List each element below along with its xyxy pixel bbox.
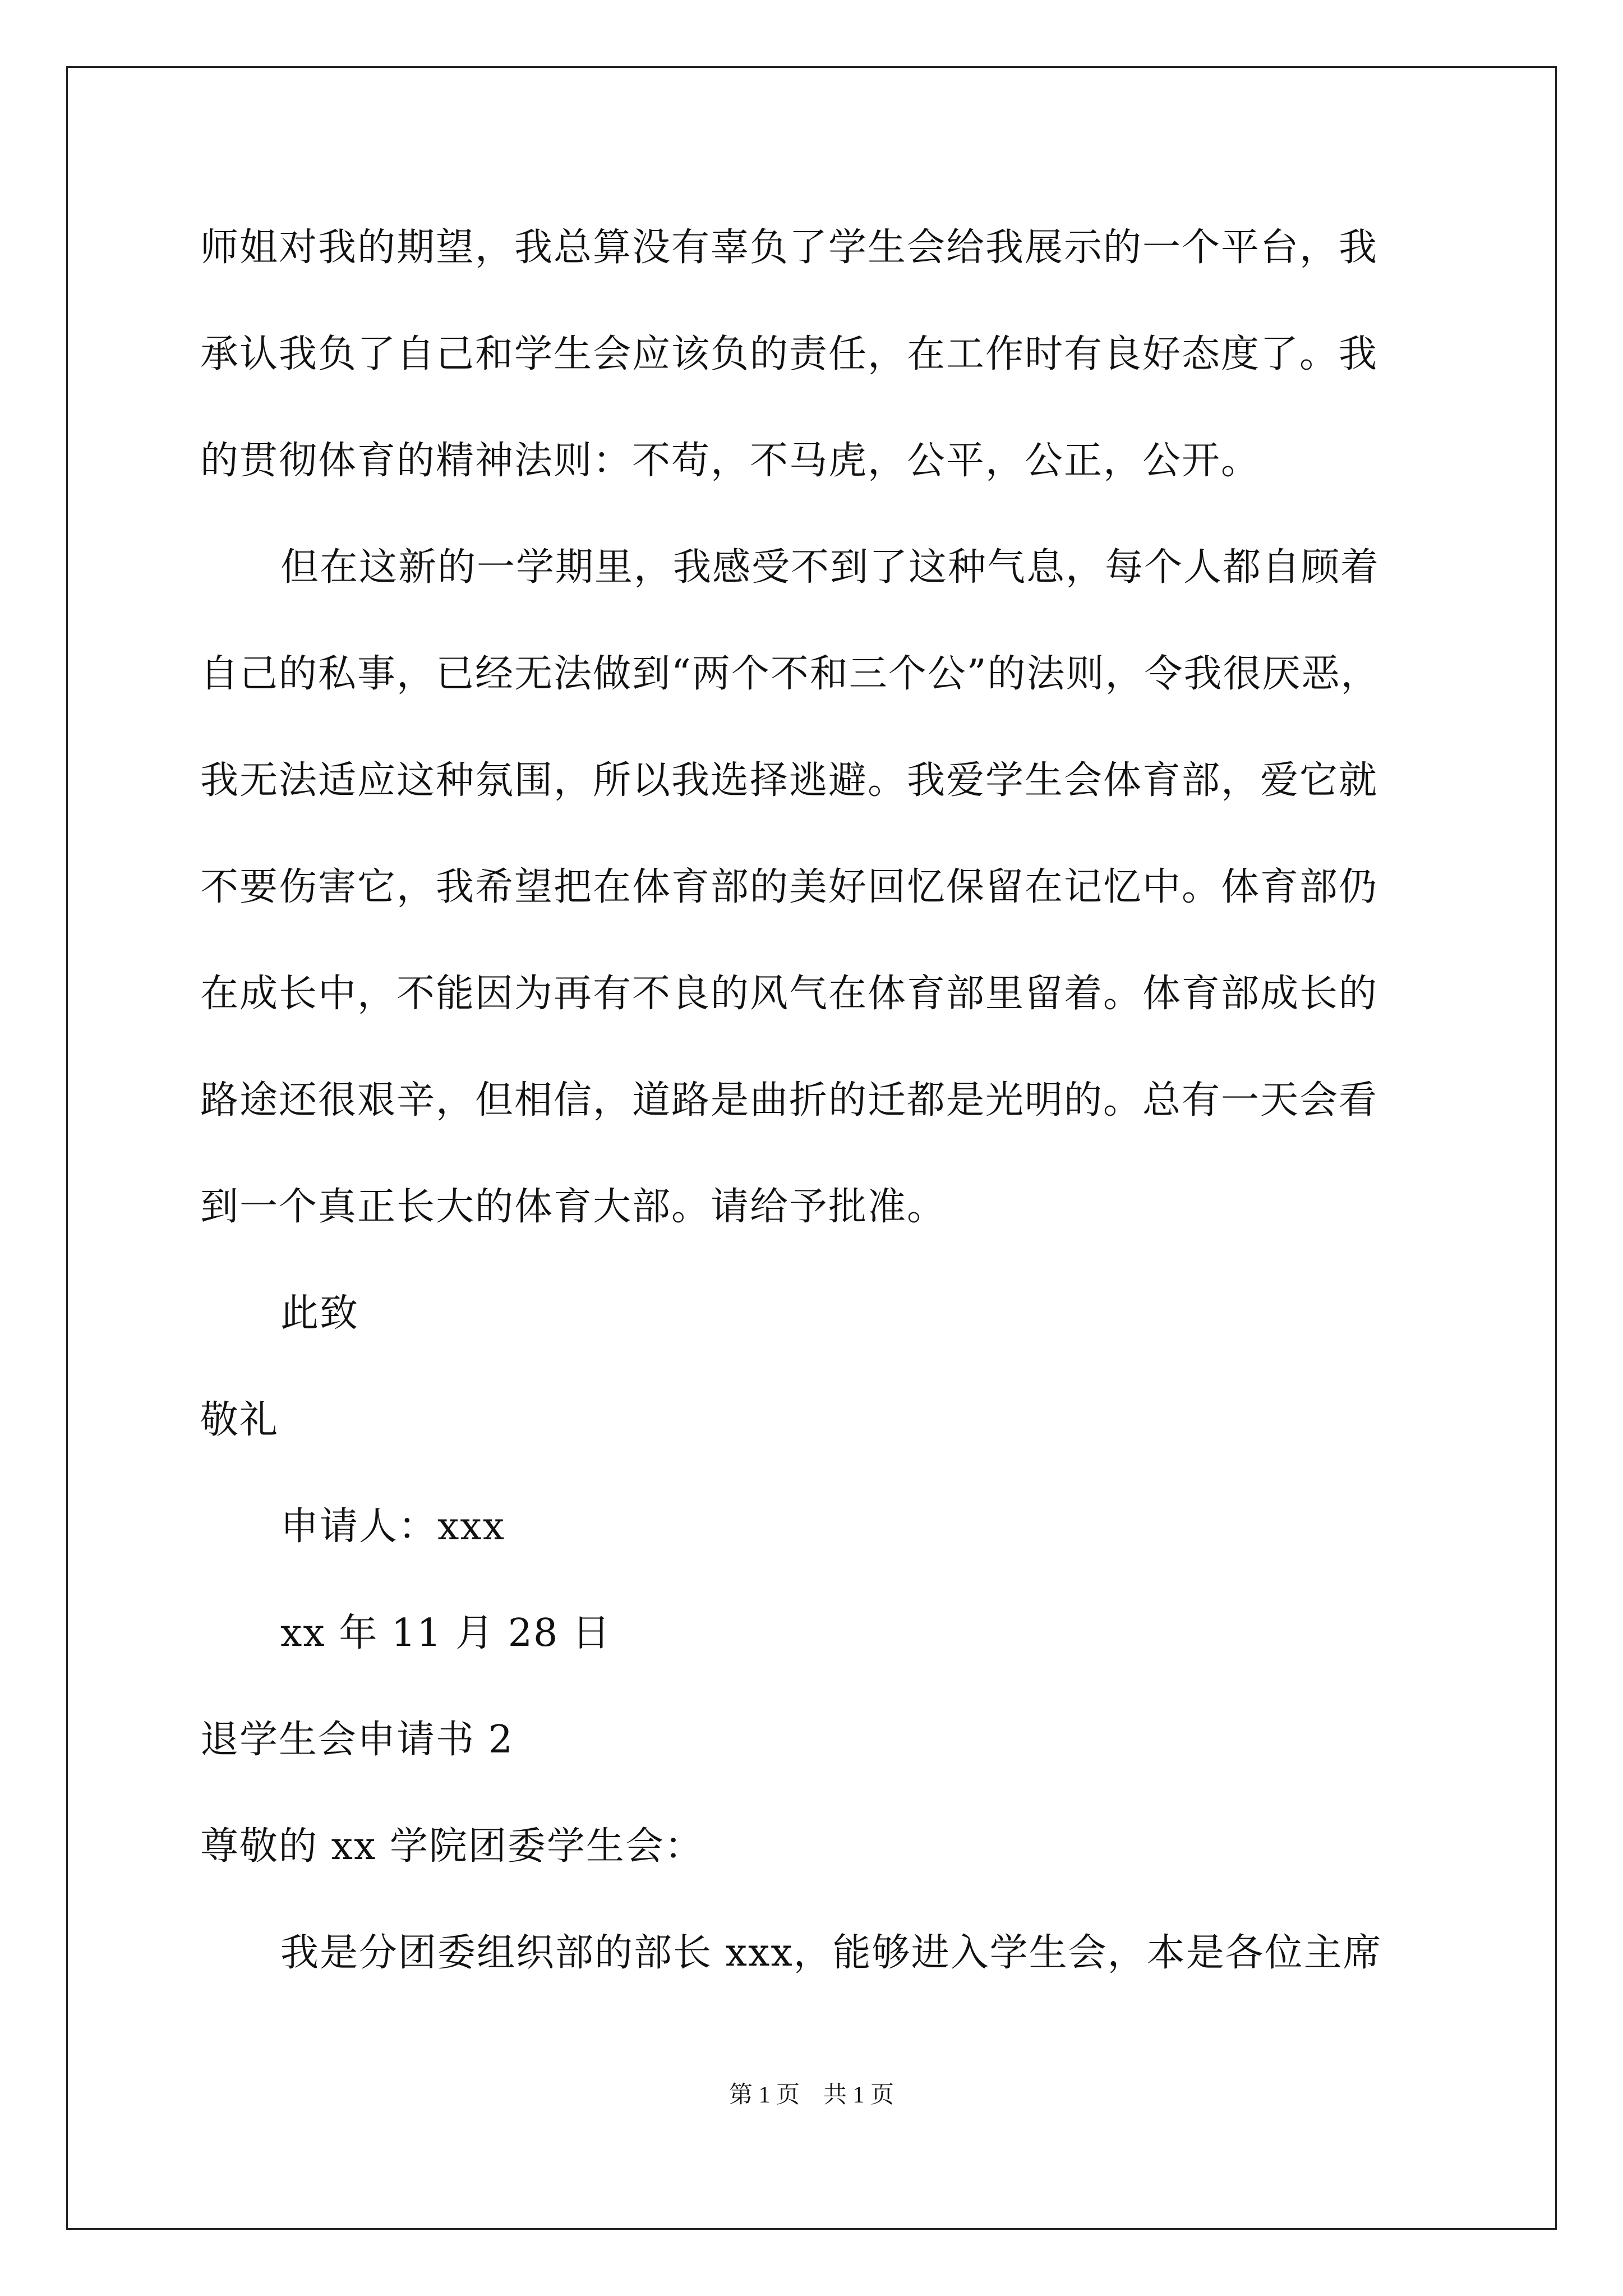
applicant-signature: 申请人：xxx (280, 1504, 506, 1549)
paragraph-line: 承认我负了自己和学生会应该负的责任，在工作时有良好态度了。我 (200, 332, 1378, 376)
paragraph-line: 我无法适应这种氛围，所以我选择逃避。我爱学生会体育部，爱它就 (200, 758, 1378, 803)
paragraph-line: 我是分团委组织部的部长 xxx，能够进入学生会，本是各位主席 (280, 1931, 1382, 1975)
section-title: 退学生会申请书 2 (200, 1718, 514, 1762)
paragraph-line: 路途还很艰辛，但相信，道路是曲折的迁都是光明的。总有一天会看 (200, 1078, 1378, 1122)
paragraph-line: 但在这新的一学期里，我感受不到了这种气息，每个人都自顾着 (280, 545, 1380, 590)
paragraph-line: 师姐对我的期望，我总算没有辜负了学生会给我展示的一个平台，我 (200, 226, 1378, 270)
paragraph-line: 到一个真正长大的体育大部。请给予批准。 (200, 1185, 947, 1229)
page-number: 第 1 页 共 1 页 (728, 2082, 894, 2108)
page-border (66, 66, 1557, 2230)
paragraph-line: 不要伤害它，我希望把在体育部的美好回忆保留在记忆中。体育部仍 (200, 865, 1378, 909)
paragraph-line: 在成长中，不能因为再有不良的风气在体育部里留着。体育部成长的 (200, 972, 1378, 1016)
paragraph-line: 自己的私事，已经无法做到“两个不和三个公”的法则，令我很厌恶， (200, 652, 1380, 696)
closing-salutation: 此致 (280, 1291, 359, 1336)
letter-greeting: 尊敬的 xx 学院团委学生会： (200, 1824, 704, 1869)
date-line: xx 年 11 月 28 日 (280, 1611, 611, 1655)
closing-regards: 敬礼 (200, 1398, 279, 1442)
paragraph-line: 的贯彻体育的精神法则：不苟，不马虎，公平，公正，公开。 (200, 439, 1261, 483)
